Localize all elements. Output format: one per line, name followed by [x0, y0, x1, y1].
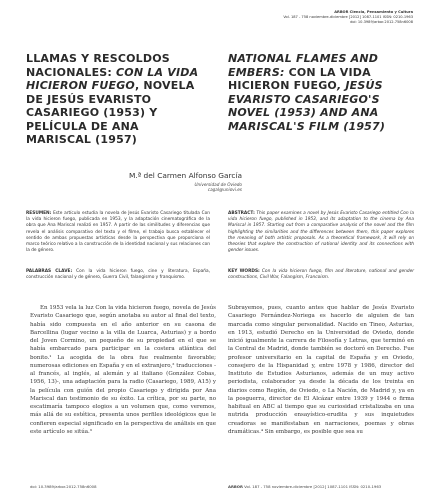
abstract-spanish: [26, 211, 210, 254]
footer-journal-volume: Vol. 187 - 758 noviembre-diciembre [2012] 1087-1101 ISSN: 0210-1963: [244, 484, 382, 489]
keywords-en-text: Con la vida hicieron fuego, film and literature, national and gender constructions, Civil War, Falangism, Francoism.: [228, 269, 414, 281]
body-column-right: [228, 304, 414, 436]
affiliation-university: Universidad de Oviedo: [194, 182, 242, 187]
keywords-es-text: Con la vida hicieron fuego, cine y literatura, España, construcción nacional y de género, Guerra Civil, falangismo y franquismo.: [26, 269, 210, 281]
body-column-left: [30, 304, 216, 436]
title-en-roman: CON LA VIDA HICIERON FUEGO: [228, 65, 371, 92]
title-spanish: [26, 52, 206, 147]
title-en-part1: NATIONAL FLAMES AND EMBERS:: [228, 52, 379, 79]
abstract-english: [228, 211, 414, 254]
abstract-es-label: RESUMEN:: [26, 211, 52, 216]
journal-volume: Vol. 187 - 758 noviembre-diciembre [2012] 1087-1101 ISSN: 0210-1963: [283, 15, 413, 19]
author-name: M.ª del Carmen Alfonso García: [129, 171, 242, 180]
keywords-en-label: KEY WORDS:: [228, 269, 260, 274]
author-affiliation: [102, 182, 242, 193]
body-paragraph: En 1953 vela la luz Con la vida hicieron fuego, novela de Jesús Evaristo Casariego que, según anotaba su autor al final del texto, había sido compuesta en el año anterior en su casona de Barcellina (lugar vecino a la villa de Luarca, Asturias) y a bordo del Joven Cormino, un pequeño de su propiedad en el que se había embarcado para participar en la costera atlántica del bonito.¹ La acogida de la obra fue realmente favorable; numerosas ediciones en España y en el extranjero,² traducciones -al francés, al inglés, al alemán y al italiano (González Cobas, 1956, 13)-, una adaptación para la radio (Casariego, 1989, A15) y la película con guión del propio Casariego y dirigida por Ana Mariscal dan testimonio de su éxito. La crítica, por su parte, no escatimaría tampoco elogios a un volumen que, como veremos, más allá de su estética, presenta unos perfiles ideológicos que le confieren especial significado en la perspectiva de análisis en que este artículo se sitúa.³: [30, 305, 216, 435]
footer-journal-name: ARBOR: [228, 484, 243, 489]
keywords-english: [228, 269, 414, 281]
title-es-italic: CON LA VIDA HICIERON FUEGO: [26, 65, 199, 92]
title-english: [228, 52, 418, 133]
keywords-es-label: PALABRAS CLAVE:: [26, 269, 73, 274]
title-en-part2: , JESÚS EVARISTO CASARIEGO'S NOVEL (1953) AND ANA MARISCAL'S FILM (1957): [228, 79, 386, 133]
keywords-spanish: [26, 269, 210, 281]
abstract-en-label: ABSTRACT:: [228, 211, 255, 216]
footer-journal: [228, 484, 381, 489]
body-paragraph: Subrayemos, pues, cuanto antes que hablar de Jesús Evaristo Casariego Fernández-Noriega es hacerlo de alguien de tan marcada como singular personalidad. Nacido en Tineo, Asturias, en 1913, estudió Derecho en la Universidad de Oviedo, donde inició igualmente la carrera de Filosofía y Letras, que terminó en la Central de Madrid, donde también se doctoró en Derecho. Fue profesor universitario en la capital de España y en Oviedo, consejero de la Hispanidad y, entre 1978 y 1986, director del Instituto de Estudios Asturianos, además de un muy activo periodista, colaborador ya desde la década de los treinta en diarios como Región, de Oviedo, o La Nación, de Madrid y, ya en la posguerra, director de El Alcázar entre 1939 y 1944 o firma habitual en ABC al tiempo que su curiosidad cristalizaba en una nutrida producción ensayístico-erudita y sus inquietudes creadoras se manifestaban en narraciones, poemas y obras dramáticas.⁴ Sin embargo, es posible que sea su: [228, 305, 414, 435]
abstract-en-text: This paper examines a novel by Jesús Evaristo Casariego entitled Con la vida hicieron fuego, published in 1953, and its adaptation to the cinema by Ana Mariscal in 1957. Starting out from a comparative analysis of the novel and the film highlighting the similarities and the differences between them, this paper explores the meaning of both artistic proposals. As a theoretical framework, it will rely on theories that explore the construction of national identity and its connections with gender issues.: [228, 211, 414, 254]
journal-doi: doi: 10.3989/arbor.2012.758n6008: [350, 20, 413, 24]
journal-header: [238, 10, 413, 25]
title-es-part1: LLAMAS Y RESCOLDOS NACIONALES:: [26, 52, 170, 79]
title-es-part2: , NOVELA DE JESÚS EVARISTO CASARIEGO (1953) Y PELÍCULA DE ANA MARISCAL (1957): [26, 79, 195, 146]
footer-doi: doi: 10.3989/arbor.2012.758n6008: [30, 484, 97, 489]
author-email[interactable]: cagal@uniovi.es: [207, 187, 242, 193]
abstract-es-text: Este artículo estudia la novela de Jesús Evaristo Casariego titulada Con la vida hicieron fuego, publicada en 1953, y la adaptación cinematográfica de la obra que Ana Mariscal realizó en 1957. A partir de las similitudes y diferencias que revela el análisis comparativo del texto y el filme, el trabajo busca establecer el sentido de ambas propuestas artísticas desde la perspectiva que proporciona el marco teórico relativo a la construcción de la identidad nacional y sus relaciones con la de género.: [26, 211, 210, 254]
journal-name: ARBOR Ciencia, Pensamiento y Cultura: [334, 10, 413, 14]
